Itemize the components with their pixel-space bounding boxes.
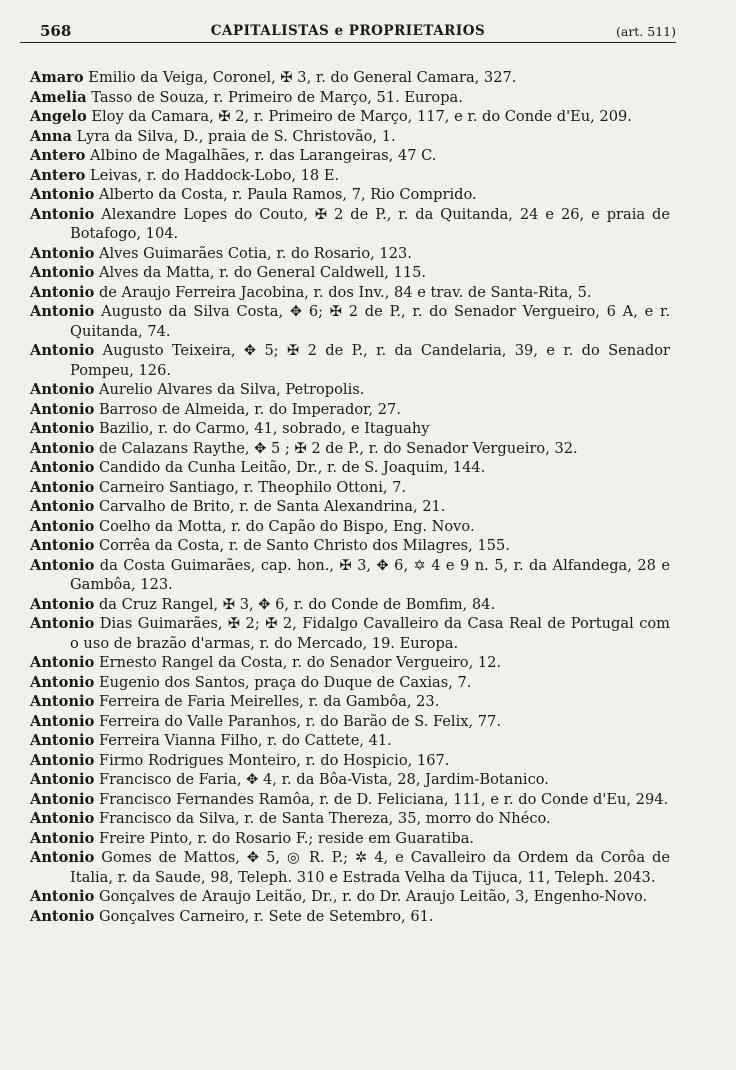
entry-name: Antonio (30, 420, 95, 437)
list-item (30, 127, 670, 147)
entry-name: Amelia (30, 88, 87, 106)
entry-text: Gonçalves Carneiro, r. Sete de Setembro, 61. (98, 907, 434, 925)
list-item (30, 770, 670, 790)
entry-name: Antero (30, 147, 86, 164)
list-item (30, 88, 670, 108)
list-item (30, 244, 670, 264)
list-item (30, 614, 670, 653)
entry-name: Antonio (30, 849, 95, 866)
entry-name: Antonio (30, 712, 95, 730)
entry-name: Antonio (30, 517, 95, 535)
page-number: 568 (40, 22, 72, 40)
entry-name: Antonio (30, 693, 95, 710)
entry-text: Augusto Teixeira, ✥ 5; ✠ 2 de P., r. da Candelaria, 39, e r. do Senador Pompeu, 126. (70, 342, 670, 379)
entry-text: Carneiro Santiago, r. Theophilo Ottoni, 7. (98, 478, 407, 496)
entry-text: Carvalho de Brito, r. de Santa Alexandrina, 21. (98, 498, 446, 515)
entry-name: Antonio (30, 439, 95, 457)
entry-text: Alves Guimarães Cotia, r. do Rosario, 123. (98, 244, 412, 262)
entry-text: Eloy da Camara, ✠ 2, r. Primeiro de Março, 117, e r. do Conde d'Eu, 209. (91, 108, 632, 125)
entry-text: Francisco Fernandes Ramôa, r. de D. Feliciana, 111, e r. do Conde d'Eu, 294. (98, 790, 669, 808)
list-item (30, 556, 670, 595)
entry-text: Ferreira Vianna Filho, r. do Cattete, 41. (98, 732, 392, 749)
entry-name: Antonio (30, 264, 95, 281)
list-item (30, 400, 670, 420)
entry-text: de Araujo Ferreira Jacobina, r. dos Inv., 84 e trav. de Santa-Rita, 5. (98, 283, 592, 301)
entry-name: Antonio (30, 556, 95, 574)
list-item (30, 790, 670, 810)
entry-text: da Costa Guimarães, cap. hon., ✠ 3, ✥ 6, ✡ 4 e 9 n. 5, r. da Alfandega, 28 e Gambôa, 123. (70, 556, 670, 593)
list-item (30, 107, 670, 127)
entry-text: Alves da Matta, r. do General Caldwell, 115. (98, 264, 427, 281)
entry-name: Amaro (30, 69, 84, 86)
entry-name: Antonio (30, 907, 95, 925)
entry-name: Antonio (30, 303, 95, 320)
entry-name: Antonio (30, 732, 95, 749)
entry-text: Gomes de Mattos, ✥ 5, ◎ R. P.; ✲ 4, e Cavalleiro da Ordem da Corôa de Italia, r. da Saude, 98, Teleph. 310 e Estrada Velha da Tijuca, 11, Teleph. 2043. (70, 849, 670, 886)
entry-text: Barroso de Almeida, r. do Imperador, 27. (98, 400, 401, 418)
list-item (30, 809, 670, 829)
entry-text: Augusto da Silva Costa, ✥ 6; ✠ 2 de P., r. do Senador Vergueiro, 6 A, e r. Quitanda, 74. (70, 303, 671, 340)
entry-text: Leivas, r. do Haddock-Lobo, 18 E. (90, 166, 340, 184)
entry-text: Firmo Rodrigues Monteiro, r. do Hospicio, 167. (98, 751, 450, 769)
entry-text: Emilio da Veiga, Coronel, ✠ 3, r. do General Camara, 327. (88, 69, 517, 86)
entry-name: Antonio (30, 595, 95, 613)
entry-name: Antonio (30, 283, 95, 301)
list-item (30, 517, 670, 537)
list-item (30, 263, 670, 283)
entry-text: Albino de Magalhães, r. das Larangeiras, 47 C. (90, 147, 437, 164)
entry-name: Antonio (30, 829, 95, 847)
list-item (30, 205, 670, 244)
entry-name: Angelo (30, 108, 87, 125)
entry-text: Ferreira de Faria Meirelles, r. da Gambôa, 23. (98, 693, 440, 710)
entry-text: de Calazans Raythe, ✥ 5 ; ✠ 2 de P., r. do Senador Vergueiro, 32. (98, 439, 578, 457)
list-item (30, 283, 670, 303)
entry-name: Antonio (30, 244, 95, 262)
entry-text: Tasso de Souza, r. Primeiro de Março, 51. Europa. (91, 88, 463, 106)
entry-name: Anna (30, 127, 72, 145)
list-item (30, 595, 670, 615)
list-item (30, 731, 670, 751)
entry-text: Corrêa da Costa, r. de Santo Christo dos Milagres, 155. (98, 537, 510, 554)
list-item (30, 419, 670, 439)
list-item (30, 829, 670, 849)
entry-name: Antonio (30, 888, 95, 905)
list-item (30, 68, 670, 88)
list-item (30, 166, 670, 186)
list-item (30, 458, 670, 478)
entry-name: Antonio (30, 790, 95, 808)
entry-name: Antonio (30, 381, 95, 398)
entry-text: Bazilio, r. do Carmo, 41, sobrado, e Itaguahy (98, 420, 430, 437)
entry-text: Dias Guimarães, ✠ 2; ✠ 2, Fidalgo Cavalleiro da Casa Real de Portugal com o uso de brazão d'armas, r. do Mercado, 19. Europa. (70, 615, 670, 652)
entry-text: Coelho da Motta, r. do Capão do Bispo, Eng. Novo. (98, 517, 475, 535)
entry-text: Candido da Cunha Leitão, Dr., r. de S. Joaquim, 144. (98, 459, 486, 476)
entry-text: Aurelio Alvares da Silva, Petropolis. (98, 381, 365, 398)
list-item (30, 341, 670, 380)
list-item (30, 712, 670, 732)
entry-list (30, 68, 670, 926)
page-title: CAPITALISTAS e PROPRIETARIOS (210, 23, 486, 39)
section-reference: (art. 511) (615, 24, 676, 39)
list-item (30, 478, 670, 498)
list-item (30, 653, 670, 673)
list-item (30, 887, 670, 907)
entry-name: Antero (30, 166, 86, 184)
entry-name: Antonio (30, 751, 95, 769)
entry-name: Antonio (30, 498, 95, 515)
entry-name: Antonio (30, 459, 95, 476)
list-item (30, 907, 670, 927)
entry-text: Francisco da Silva, r. de Santa Thereza, 35, morro do Nhéco. (98, 810, 551, 827)
entry-name: Antonio (30, 771, 95, 788)
entry-name: Antonio (30, 615, 95, 632)
list-item (30, 673, 670, 693)
entry-text: Ferreira do Valle Paranhos, r. do Barão de S. Felix, 77. (98, 712, 501, 730)
entry-name: Antonio (30, 400, 95, 418)
entry-name: Antonio (30, 342, 95, 359)
list-item (30, 146, 670, 166)
list-item (30, 380, 670, 400)
entry-text: Eugenio dos Santos, praça do Duque de Caxias, 7. (98, 673, 472, 691)
entry-text: Alexandre Lopes do Couto, ✠ 2 de P., r. da Quitanda, 24 e 26, e praia de Botafogo, 104. (70, 205, 671, 242)
entry-name: Antonio (30, 205, 95, 223)
list-item (30, 439, 670, 459)
entry-name: Antonio (30, 537, 95, 554)
list-item (30, 751, 670, 771)
list-item (30, 692, 670, 712)
entry-text: Lyra da Silva, D., praia de S. Christovão, 1. (76, 127, 396, 145)
list-item (30, 536, 670, 556)
entry-text: Freire Pinto, r. do Rosario F.; reside em Guaratiba. (98, 829, 475, 847)
list-item (30, 302, 670, 341)
entry-text: Alberto da Costa, r. Paula Ramos, 7, Rio Comprido. (98, 186, 477, 203)
entry-name: Antonio (30, 673, 95, 691)
list-item (30, 185, 670, 205)
entry-name: Antonio (30, 478, 95, 496)
entry-name: Antonio (30, 186, 95, 203)
entry-name: Antonio (30, 810, 95, 827)
list-item (30, 848, 670, 887)
entry-text: da Cruz Rangel, ✠ 3, ✥ 6, r. do Conde de Bomfim, 84. (98, 595, 496, 613)
entry-text: Ernesto Rangel da Costa, r. do Senador Vergueiro, 12. (98, 654, 502, 671)
entry-name: Antonio (30, 654, 95, 671)
list-item (30, 497, 670, 517)
entry-text: Gonçalves de Araujo Leitão, Dr., r. do Dr. Araujo Leitão, 3, Engenho-Novo. (98, 888, 648, 905)
page-header (20, 20, 676, 43)
entry-text: Francisco de Faria, ✥ 4, r. da Bôa-Vista, 28, Jardim-Botanico. (98, 771, 549, 788)
